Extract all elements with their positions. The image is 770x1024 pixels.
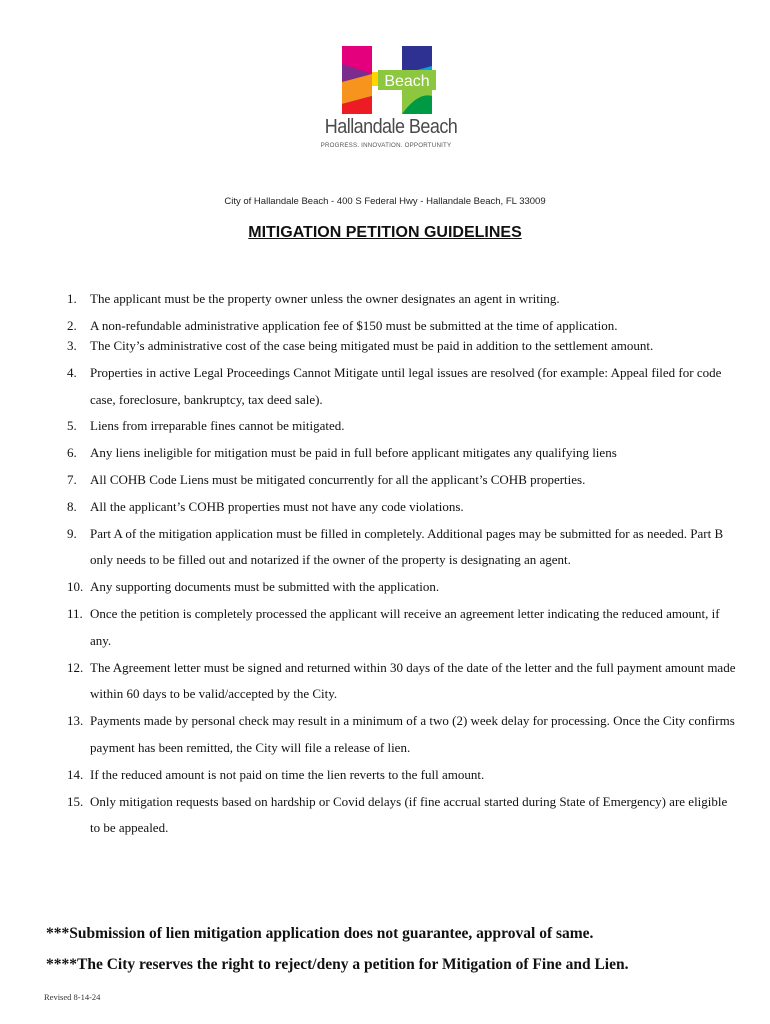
item-text: A non-refundable administrative application fee of $150 must be submitted at the time of application.: [90, 318, 618, 333]
list-item: [67, 360, 737, 414]
item-number: 12.: [67, 659, 84, 675]
list-item: [67, 574, 737, 601]
item-number: 4.: [67, 364, 77, 380]
item-text: Properties in active Legal Proceedings Cannot Mitigate until legal issues are resolved (for example: Appeal filed for code case, foreclosure, bankruptcy, tax deed sale).: [90, 364, 722, 407]
city-address: City of Hallandale Beach - 400 S Federal Hwy - Hallandale Beach, FL 33009: [224, 196, 546, 207]
list-item: [67, 655, 737, 709]
list-item: [67, 521, 737, 575]
item-number: 2.: [67, 318, 77, 333]
item-text: Payments made by personal check may result in a minimum of a two (2) week delay for processing. Once the City confirms payment has been remitted, the City will file a release of lien.: [90, 713, 735, 755]
item-text: Liens from irreparable fines cannot be mitigated.: [90, 418, 345, 434]
list-item: [67, 494, 737, 521]
item-text: Part A of the mitigation application must be filled in completely. Additional pages may be submitted for as needed. Part B only needs to be filled out and notarized if the owner of the property is designating an agent.: [90, 525, 724, 568]
item-number: 6.: [67, 445, 77, 461]
item-text: Only mitigation requests based on hardship or Covid delays (if fine accrual started during State of Emergency) are eligible to be appealed.: [90, 793, 728, 836]
item-text: The applicant must be the property owner unless the owner designates an agent in writing.: [90, 291, 560, 306]
revision-date: Revised 8-14-24: [44, 992, 101, 1002]
list-item: [67, 289, 737, 309]
logo-name: Hallandale Beach: [324, 116, 458, 138]
item-number: 7.: [67, 471, 77, 487]
item-text: The City’s administrative cost of the case being mitigated must be paid in addition to the settlement amount.: [90, 338, 654, 353]
list-item: [67, 708, 737, 762]
item-number: 9.: [67, 525, 77, 541]
item-text: If the reduced amount is not paid on time the lien reverts to the full amount.: [90, 766, 485, 782]
item-number: 10.: [67, 579, 84, 595]
list-item: [67, 601, 737, 655]
list-item: [67, 762, 737, 789]
guidelines-list: [67, 289, 737, 842]
logo-h-mark: [318, 44, 454, 116]
item-number: 14.: [67, 766, 84, 782]
logo-badge-text: Beach: [384, 73, 430, 90]
notice-reserve-right: ****The City reserves the right to reject/deny a petition for Mitigation of Fine and Lien.: [46, 956, 629, 973]
item-number: 15.: [67, 793, 84, 809]
item-number: 5.: [67, 418, 77, 434]
item-number: 13.: [67, 713, 84, 729]
item-number: 11.: [67, 605, 83, 621]
item-text: Once the petition is completely processed the applicant will receive an agreement letter indicating the reduced amount, if any.: [90, 605, 720, 648]
item-number: 8.: [67, 498, 77, 514]
page-title: MITIGATION PETITION GUIDELINES: [248, 224, 522, 241]
city-logo: [318, 44, 458, 156]
notice-no-guarantee: ***Submission of lien mitigation application does not guarantee, approval of same.: [46, 925, 594, 942]
list-item: [67, 333, 737, 360]
item-number: 1.: [67, 291, 77, 306]
item-text: All the applicant’s COHB properties must not have any code violations.: [90, 498, 464, 514]
list-item: [67, 789, 737, 843]
list-item: [67, 440, 737, 467]
logo-tagline: PROGRESS. INNOVATION. OPPORTUNITY: [320, 142, 452, 149]
item-number: 3.: [67, 338, 77, 353]
list-item: [67, 413, 737, 440]
item-text: Any supporting documents must be submitted with the application.: [90, 579, 440, 595]
item-text: Any liens ineligible for mitigation must be paid in full before applicant mitigates any qualifying liens: [90, 445, 617, 461]
item-text: All COHB Code Liens must be mitigated concurrently for all the applicant’s COHB properties.: [90, 471, 586, 487]
item-text: The Agreement letter must be signed and returned within 30 days of the date of the letter and the full payment amount made within 60 days to be valid/accepted by the City.: [90, 659, 736, 702]
list-item: [67, 467, 737, 494]
